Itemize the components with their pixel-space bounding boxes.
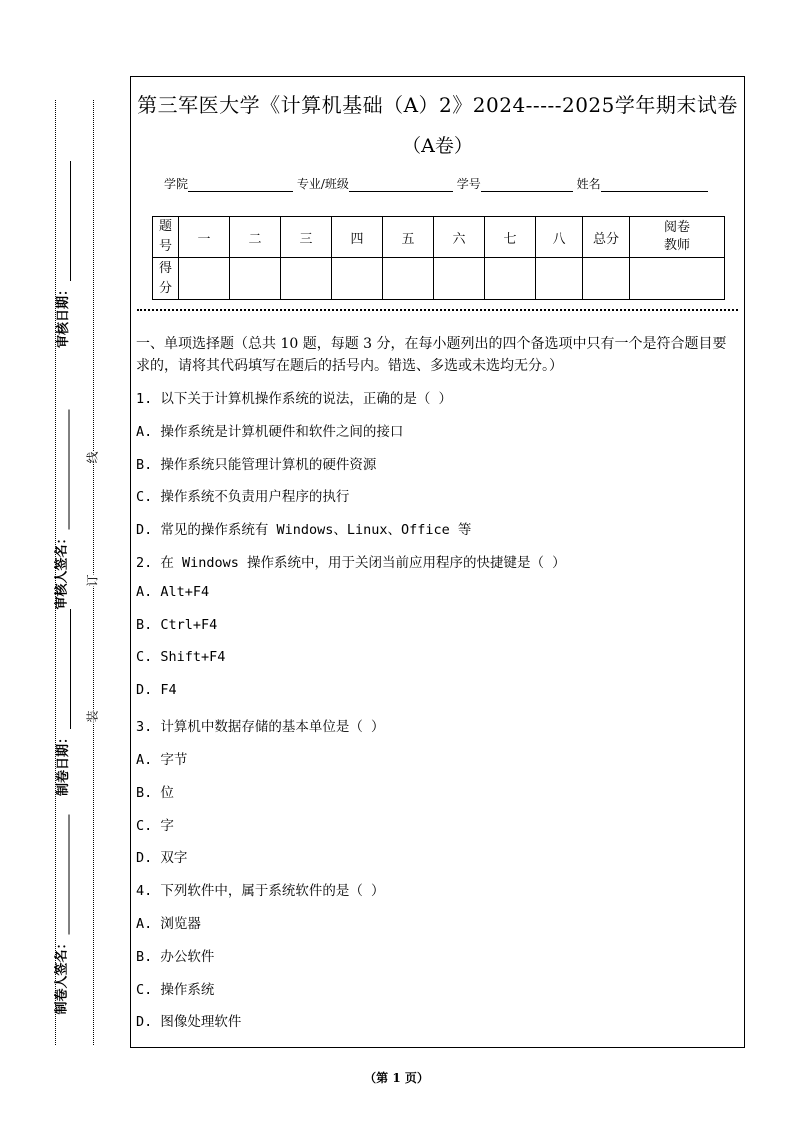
question-2-option-b: B. Ctrl+F4 xyxy=(136,617,218,633)
score-cell[interactable] xyxy=(332,258,383,300)
score-col-6: 六 xyxy=(434,217,485,258)
score-cell-total[interactable] xyxy=(583,258,630,300)
question-1-option-b: B. 操作系统只能管理计算机的硬件资源 xyxy=(136,457,377,473)
binding-mark-line: 线 xyxy=(82,451,103,463)
score-col-5: 五 xyxy=(383,217,434,258)
question-4-stem: 4. 下列软件中，属于系统软件的是（ ） xyxy=(136,883,385,899)
exam-subtitle: （A卷） xyxy=(402,135,473,157)
score-col-3: 三 xyxy=(281,217,332,258)
score-col-2: 二 xyxy=(230,217,281,258)
question-1-option-d: D. 常见的操作系统有 Windows、Linux、Office 等 xyxy=(136,522,472,538)
question-3-option-d: D. 双字 xyxy=(136,850,188,866)
score-cell[interactable] xyxy=(434,258,485,300)
score-col-4: 四 xyxy=(332,217,383,258)
binding-mark-bind: 装 xyxy=(82,710,103,722)
question-2-option-c: C. Shift+F4 xyxy=(136,649,226,665)
section-1-instructions: 一、单项选择题（总共 10 题，每题 3 分，在每小题列出的四个备选项中只有一个是符合题目要求的，请将其代码填写在题后的括号内。错选、多选或未选均无分。） xyxy=(136,336,727,374)
question-2-stem: 2. 在 Windows 操作系统中，用于关闭当前应用程序的快捷键是（ ） xyxy=(136,555,566,571)
reviewer-signature-label: 审核人签名： xyxy=(51,409,70,609)
question-1-option-a: A. 操作系统是计算机硬件和软件之间的接口 xyxy=(136,424,404,440)
binding-mark-order: 订 xyxy=(82,574,103,586)
question-3-stem: 3. 计算机中数据存储的基本单位是（ ） xyxy=(136,719,385,735)
name-label: 姓名 xyxy=(576,177,601,191)
score-cell[interactable] xyxy=(281,258,332,300)
score-cell[interactable] xyxy=(536,258,583,300)
score-cell[interactable] xyxy=(383,258,434,300)
name-field[interactable] xyxy=(601,179,708,192)
score-col-7: 七 xyxy=(485,217,536,258)
question-3-option-a: A. 字节 xyxy=(136,752,188,768)
question-4-option-b: B. 办公软件 xyxy=(136,949,215,965)
question-3-option-b: B. 位 xyxy=(136,785,174,801)
review-date-label: 审核日期： xyxy=(52,161,71,348)
score-col-8: 八 xyxy=(536,217,583,258)
question-1-stem: 1. 以下关于计算机操作系统的说法，正确的是（ ） xyxy=(136,391,453,407)
separator-dotted-line xyxy=(137,309,738,311)
question-4-option-d: D. 图像处理软件 xyxy=(136,1014,242,1030)
exam-frame xyxy=(130,76,745,1048)
college-field[interactable] xyxy=(188,179,293,192)
score-cell[interactable] xyxy=(485,258,536,300)
paper-maker-signature-label: 制卷人签名： xyxy=(51,814,70,1014)
score-col-reviewer: 阅卷 教师 xyxy=(630,217,725,258)
question-3-option-c: C. 字 xyxy=(136,818,174,834)
exam-title: 第三军医大学《计算机基础（A）2》2024-----2025学年期末试卷 xyxy=(137,93,738,117)
student-id-label: 学号 xyxy=(456,177,481,191)
score-cell[interactable] xyxy=(230,258,281,300)
score-col-total: 总分 xyxy=(583,217,630,258)
page-number: （第 1 页） xyxy=(364,1071,429,1085)
score-table-score-label: 得 分 xyxy=(153,258,179,300)
binding-line-inner xyxy=(93,100,94,1045)
score-cell[interactable] xyxy=(179,258,230,300)
score-cell-reviewer[interactable] xyxy=(630,258,725,300)
college-label: 学院 xyxy=(164,177,189,191)
question-1-option-c: C. 操作系统不负责用户程序的执行 xyxy=(136,489,350,505)
question-4-option-c: C. 操作系统 xyxy=(136,982,215,998)
question-2-option-a: A. Alt+F4 xyxy=(136,584,210,600)
major-class-field[interactable] xyxy=(349,179,453,192)
score-table-header-label: 题 号 xyxy=(153,217,179,258)
question-4-option-a: A. 浏览器 xyxy=(136,916,201,932)
score-col-1: 一 xyxy=(179,217,230,258)
student-id-field[interactable] xyxy=(481,179,573,192)
score-table xyxy=(152,216,725,300)
question-2-option-d: D. F4 xyxy=(136,682,177,698)
major-class-label: 专业/班级 xyxy=(296,177,349,191)
paper-date-label: 制卷日期： xyxy=(52,609,71,796)
student-info-row xyxy=(164,175,708,192)
